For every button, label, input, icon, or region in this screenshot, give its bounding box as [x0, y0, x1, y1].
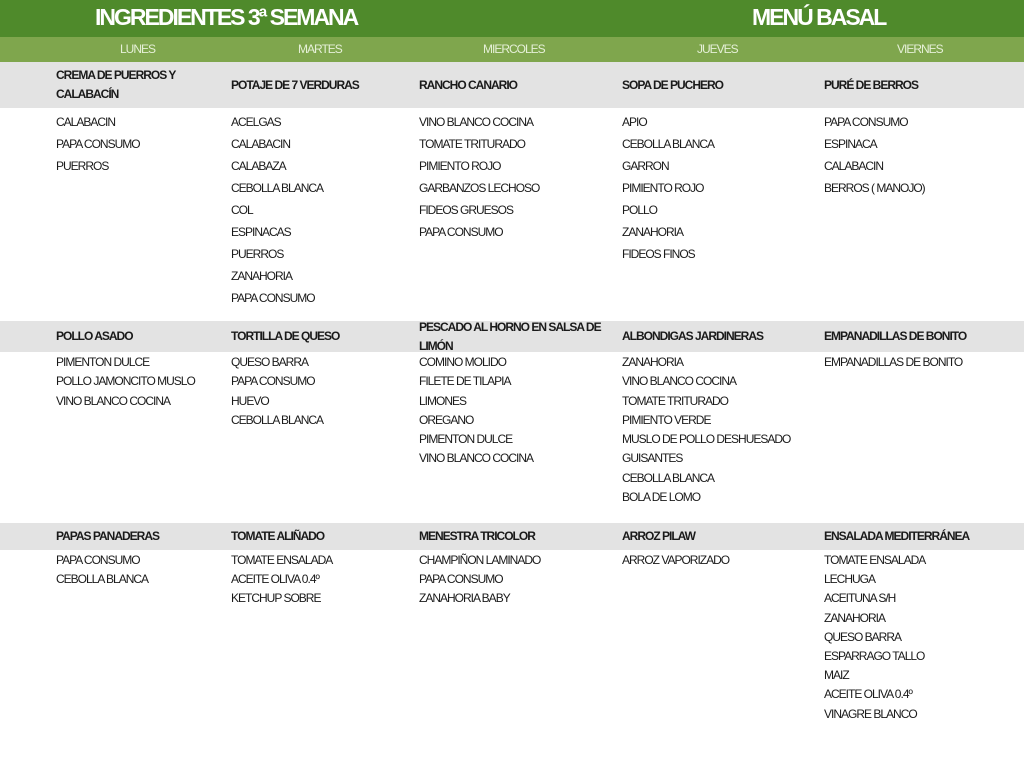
ingredient-item: ACELGAS	[231, 115, 281, 129]
dish-name: ARROZ PILAW	[622, 529, 695, 543]
ingredient-item: PAPA CONSUMO	[419, 572, 503, 587]
day-tuesday: MARTES	[298, 42, 342, 56]
ingredient-item: ZANAHORIA	[622, 225, 684, 239]
ingredient-item: CHAMPIÑON LAMINADO	[419, 553, 541, 567]
ingredient-item: VINO BLANCO COCINA	[419, 451, 534, 466]
ingredient-list	[56, 353, 195, 411]
ingredient-item: CALABACIN	[56, 115, 116, 129]
ingredient-list	[622, 353, 790, 507]
ingredient-item: KETCHUP SOBRE	[231, 591, 321, 606]
ingredient-item: VINO BLANCO COCINA	[56, 393, 171, 408]
ingredient-item: APIO	[622, 115, 647, 129]
ingredient-list	[419, 353, 533, 469]
ingredient-item: ESPINACA	[824, 137, 877, 151]
ingredient-item: TOMATE TRITURADO	[419, 137, 526, 151]
ingredient-item: CALABACIN	[231, 137, 291, 151]
ingredient-item: LIMONES	[419, 393, 467, 408]
ingredient-item: ACEITE OLIVA 0.4º	[231, 572, 319, 587]
dish-row	[0, 62, 1024, 108]
dish-name: ALBONDIGAS JARDINERAS	[622, 329, 764, 343]
ingredient-item: ACEITE OLIVA 0.4º	[824, 687, 912, 702]
ingredient-item: QUESO BARRA	[231, 355, 309, 369]
menu-type-title: MENÚ BASAL	[752, 4, 886, 30]
ingredient-item: QUESO BARRA	[824, 629, 902, 644]
ingredient-list	[419, 111, 539, 243]
ingredient-item: MAIZ	[824, 668, 849, 683]
dish-name: PURÉ DE BERROS	[824, 77, 919, 92]
dish-name: POTAJE DE 7 VERDURAS	[231, 77, 359, 92]
dish-name: TOMATE ALIÑADO	[231, 529, 325, 543]
ingredient-item: LECHUGA	[824, 572, 876, 587]
ingredient-item: POLLO JAMONCITO MUSLO	[56, 374, 195, 389]
ingredient-item: PAPA CONSUMO	[231, 374, 315, 389]
ingredient-item: CEBOLLA BLANCA	[622, 470, 715, 485]
ingredient-item: ZANAHORIA	[231, 269, 293, 283]
ingredient-item: ZANAHORIA	[824, 610, 886, 625]
dish-name: ENSALADA MEDITERRÁNEA	[824, 529, 970, 543]
ingredient-item: PAPA CONSUMO	[56, 137, 140, 151]
ingredient-item: POLLO	[622, 203, 658, 217]
ingredient-item: HUEVO	[231, 393, 269, 408]
ingredient-list	[56, 551, 148, 589]
ingredient-item: EMPANADILLAS DE BONITO	[824, 355, 963, 369]
ingredient-item: VINAGRE BLANCO	[824, 706, 917, 721]
ingredient-item: ESPARRAGO TALLO	[824, 649, 925, 664]
day-wednesday: MIERCOLES	[483, 42, 545, 56]
ingredient-item: COMINO MOLIDO	[419, 355, 507, 369]
ingredient-item: PUERROS	[56, 159, 109, 173]
ingredient-item: BOLA DE LOMO	[622, 490, 701, 505]
dish-name: MENESTRA TRICOLOR	[419, 529, 535, 543]
ingredient-item: GARRON	[622, 159, 669, 173]
ingredient-item: OREGANO	[419, 412, 474, 427]
ingredient-list	[824, 353, 962, 372]
day-thursday: JUEVES	[697, 42, 738, 56]
ingredient-item: CEBOLLA BLANCA	[231, 412, 324, 427]
ingredient-item: ESPINACAS	[231, 225, 291, 239]
ingredient-item: ZANAHORIA	[622, 355, 684, 369]
dish-name: PESCADO AL HORNO EN SALSA DE LIMÓN	[419, 319, 601, 353]
ingredient-list	[622, 551, 729, 570]
ingredient-item: PIMIENTO VERDE	[622, 412, 711, 427]
ingredient-item: FILETE DE TILAPIA	[419, 374, 511, 389]
ingredient-item: ZANAHORIA BABY	[419, 591, 510, 606]
ingredient-item: CEBOLLA BLANCA	[622, 137, 715, 151]
ingredient-item: BERROS ( MANOJO)	[824, 181, 925, 195]
ingredient-list	[622, 111, 714, 265]
dish-row	[0, 523, 1024, 550]
ingredient-list	[824, 111, 925, 199]
ingredient-item: PAPA CONSUMO	[419, 225, 503, 239]
ingredient-item: CEBOLLA BLANCA	[231, 181, 324, 195]
ingredient-item: PIMIENTO ROJO	[622, 181, 704, 195]
ingredient-item: MUSLO DE POLLO DESHUESADO	[622, 432, 791, 447]
ingredient-list	[56, 111, 140, 177]
ingredient-item: TOMATE TRITURADO	[622, 393, 729, 408]
ingredient-item: ACEITUNA S/H	[824, 591, 896, 606]
ingredient-list	[231, 111, 323, 309]
ingredient-item: PIMENTON DULCE	[56, 355, 150, 369]
ingredient-item: VINO BLANCO COCINA	[622, 374, 737, 389]
ingredient-item: FIDEOS GRUESOS	[419, 203, 514, 217]
ingredient-item: PAPA CONSUMO	[56, 553, 140, 567]
ingredient-item: PIMENTON DULCE	[419, 432, 513, 447]
ingredient-list	[231, 353, 323, 430]
ingredient-item: PAPA CONSUMO	[824, 115, 908, 129]
ingredient-item: PIMIENTO ROJO	[419, 159, 501, 173]
ingredient-item: TOMATE ENSALADA	[824, 553, 926, 567]
day-friday: VIERNES	[897, 42, 943, 56]
ingredient-item: PUERROS	[231, 247, 284, 261]
page-title: INGREDIENTES 3ª SEMANA	[95, 4, 358, 30]
dish-name: PAPAS PANADERAS	[56, 529, 160, 543]
weekday-header	[0, 37, 1024, 62]
ingredient-item: CALABACIN	[824, 159, 884, 173]
day-monday: LUNES	[120, 42, 156, 56]
ingredient-list	[231, 551, 332, 609]
ingredient-list	[824, 551, 925, 724]
dish-name: RANCHO CANARIO	[419, 77, 517, 92]
ingredient-item: FIDEOS FINOS	[622, 247, 695, 261]
ingredient-item: CALABAZA	[231, 159, 286, 173]
ingredient-item: GARBANZOS LECHOSO	[419, 181, 540, 195]
ingredient-item: TOMATE ENSALADA	[231, 553, 333, 567]
ingredient-list	[419, 551, 540, 609]
ingredient-item: COL	[231, 203, 253, 217]
dish-row	[0, 321, 1024, 352]
ingredient-item: VINO BLANCO COCINA	[419, 115, 534, 129]
title-bar	[0, 0, 1024, 37]
dish-name: CREMA DE PUERROS Y CALABACÍN	[56, 68, 176, 101]
ingredient-item: CEBOLLA BLANCA	[56, 572, 149, 587]
dish-name: SOPA DE PUCHERO	[622, 77, 724, 92]
ingredient-item: PAPA CONSUMO	[231, 291, 315, 305]
ingredient-item: GUISANTES	[622, 451, 683, 466]
dish-name: POLLO ASADO	[56, 329, 133, 343]
dish-name: EMPANADILLAS DE BONITO	[824, 329, 967, 343]
ingredient-item: ARROZ VAPORIZADO	[622, 553, 730, 567]
dish-name: TORTILLA DE QUESO	[231, 329, 340, 343]
